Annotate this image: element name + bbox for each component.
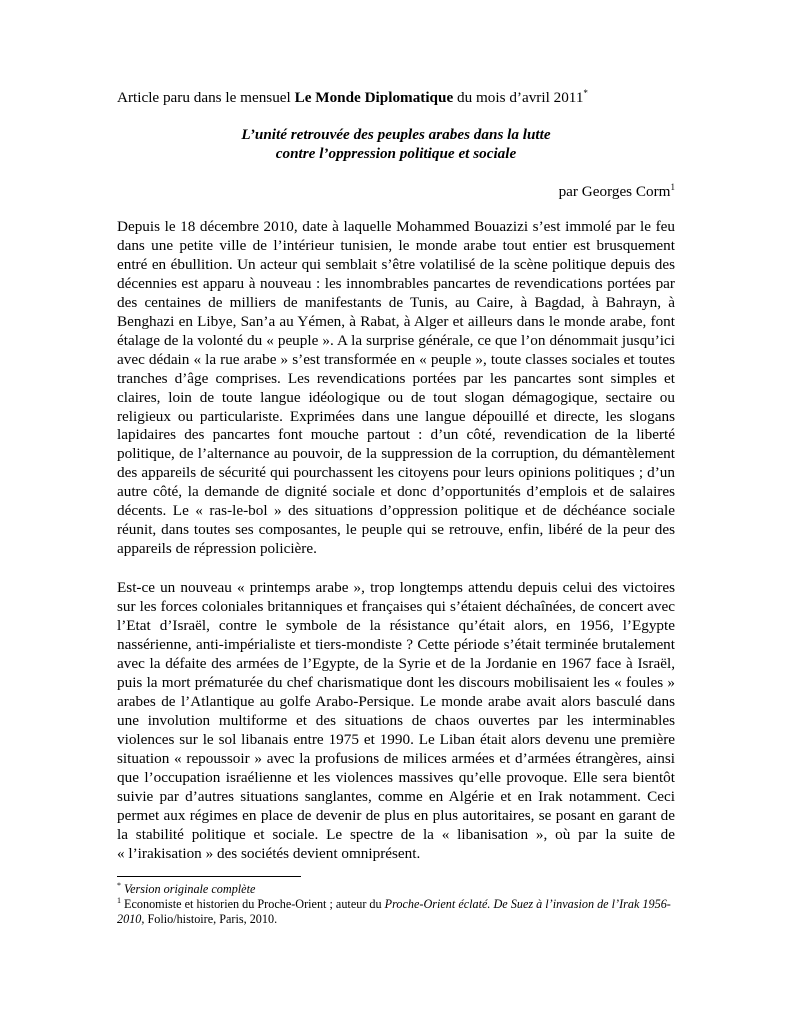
footnotes — [117, 882, 675, 927]
footnote-1-mark: * — [117, 880, 121, 890]
header-prefix: Article paru dans le mensuel — [117, 89, 295, 106]
publication-header — [117, 88, 675, 108]
footnote-2-book-title: Proche-Orient éclaté. De Suez à l’invasion de l’Irak 1956-2010, — [117, 897, 671, 926]
publication-name: Le Monde Diplomatique — [294, 89, 454, 106]
author-name: par Georges Corm — [558, 183, 671, 200]
footnote-2-mark: 1 — [117, 895, 121, 905]
header-note-mark: * — [583, 87, 588, 98]
title-line-1: L’unité retrouvée des peuples arabes dans la lutte — [241, 126, 551, 143]
title-line-2: contre l’oppression politique et sociale — [275, 145, 517, 162]
author-note-mark: 1 — [670, 181, 675, 192]
body-paragraph-1: Depuis le 18 décembre 2010, date à laquelle Mohammed Bouazizi s’est immolé par le feu dans une petite ville de l’intérieur tunisien, le monde arabe tout entier est brusquement entré en ébullition. Un acteur qui semblait s’être volatilisé de la scène politique depuis des décennies est apparu à nouveau : les innombrables pancartes de revendications portées par des centaines de milliers de manifestants de Tunis, au Caire, à Bagdad, à Bahrayn, à Benghazi en Libye, San’a au Yémen, à Rabat, à Alger et ailleurs dans le monde arabe, font étalage de la volonté du « peuple ». A la surprise générale, ce que l’on dénommait jusqu’ici avec dédain « la rue arabe » s’est transformée en « peuple », toute classes sociales et toutes tranches d’âge comprises. Les revendications portées par les pancartes sont simples et claires, loin de toute langue idéologique ou de tout slogan démagogique, sectaire ou religieux ou particulariste. Exprimées dans une langue dépouillé et directe, les slogans lapidaires des pancartes font mouche partout : d’un côté, revendication de la liberté politique, de l’alternance au pouvoir, de la suppression de la corruption, du démantèlement des appareils de sécurité qui pourchassent les citoyens pour leurs opinions politiques ; d’un autre côté, la demande de dignité sociale et donc d’opportunités d’emplois et de salaires décents. Le « ras-le-bol » des situations d’oppression politique et de déchéance sociale réunit, dans toutes ses composantes, le peuple qui se retrouve, enfin, libéré de la peur des appareils de répression policière. — [117, 218, 675, 558]
body-paragraph-2: Est-ce un nouveau « printemps arabe », trop longtemps attendu depuis celui des victoires sur les forces coloniales britanniques et françaises qui s’étaient déchaînées, de concert avec l’Etat d’Israël, contre le symbole de la résistance qu’était alors, en 1956, l’Egypte nassérienne, anti-impérialiste et tiers-mondiste ? Cette période s’était terminée brutalement avec la défaite des armées de l’Egypte, de la Syrie et de la Jordanie en 1967 face à Israël, puis la mort prématurée du chef charismatique dont les discours mobilisaient les « foules » arabes de l’Atlantique au golfe Arabo-Persique. Le monde arabe avait alors basculé dans une involution multiforme et des situations de chaos ouvertes par les interminables violences sur le sol libanais entre 1975 et 1990. Le Liban était alors devenu une première situation « repoussoir » avec la profusions de milices armées et d’armées étrangères, ainsi que l’occupation israélienne et les violences massives qu’elle provoque. Elle sera bientôt suivie par d’autres situations sanglantes, comme en Algérie et en Irak notamment. Ceci permet aux régimes en place de devenir de plus en plus autoritaires, se posant en garant de la stabilité politique et sociale. Le spectre de la « libanisation », où par la suite de « l’irakisation » des sociétés devient omniprésent. — [117, 579, 675, 862]
article-title — [117, 125, 675, 163]
footnote-1-text: Version originale complète — [124, 882, 256, 896]
footnote-2 — [117, 897, 675, 927]
author-byline — [117, 182, 675, 202]
footnote-2-text: Economiste et historien du Proche-Orient ; auteur du — [121, 897, 385, 911]
header-suffix: du mois d’avril 2011 — [453, 89, 584, 106]
document-page — [117, 88, 675, 863]
footnote-2-publisher: Folio/histoire, Paris, 2010. — [144, 912, 278, 926]
footnote-separator — [117, 876, 301, 877]
footnote-1 — [117, 882, 675, 897]
